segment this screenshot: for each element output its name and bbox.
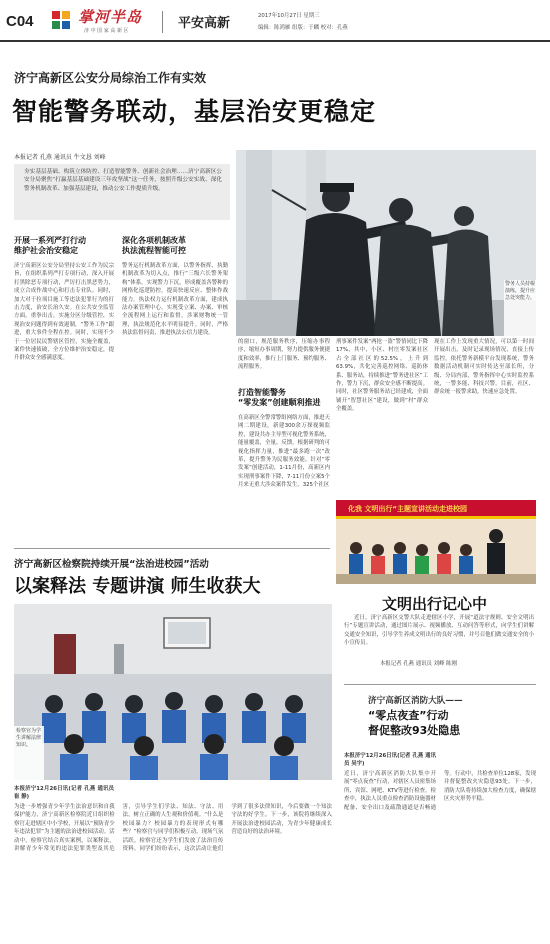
police-drill-caption: 警务人员持棍演练，提升应急处突能力。 bbox=[504, 280, 536, 336]
lead-intro: 夯实基层基础、构筑立体防控、打造智能警务、创新社会治理……济宁高新区公安分局聚焦“打赢基层基础建设三年攻坚战”这一任务，按照升级公安实战、深化警务机制改革、加强基层建设，推动公安工作提质升级。 bbox=[24, 169, 222, 192]
lead-intro-box bbox=[14, 164, 230, 220]
section-divider bbox=[162, 11, 163, 33]
second-intro-line: 本报济宁12月26日讯(记者 孔燕 通讯员 崔 静) bbox=[14, 786, 114, 801]
masthead-rule bbox=[0, 40, 550, 42]
lead-col3-text: 的窗口，规范服务秩序，压缩办事程序，缩短办事周期，努力提供服务便捷度和效率，推行上门服务、预约服务、流程服务。 bbox=[238, 339, 330, 371]
paper-logo-icon bbox=[51, 10, 71, 30]
lead-kicker: 济宁高新区公安分局综治工作有实效 bbox=[14, 71, 207, 85]
second-body: 为进一步增强青少年学生法治意识和自我保护能力，济宁高新区检察院近日组织检察官走进辖区中小学校，开展以“预防青少年违法犯罪”为主题的法治进校园活动。活动中，检察官结合真实案例，以案释法，讲解青少年常见的违法犯罪类型及其危害，引导学生们学法、知法、守法、用法，树立正确的人生观和价值观。“什么是校园暴力？校园暴力的表现形式有哪些？”检察官与同学们积极互动，现场气氛活跃。检察官还为学生们发放了法治宣传资料。同学们纷纷表示，这次活动让他们学到了很多法律知识，今后要做一个知法守法的好学生。下一步，该院将继续深入开展法治进校园活动，为青少年健康成长营造良好的法治环境。 bbox=[14, 804, 332, 853]
paper-name: 掌河半岛 bbox=[78, 8, 143, 26]
school-lecture-photo bbox=[14, 604, 332, 780]
lead-col2-heading: 深化各项机制改革 执法流程智能可控 bbox=[122, 236, 186, 255]
second-kicker: 济宁高新区检察院持续开展“法治进校园”活动 bbox=[14, 559, 209, 570]
second-headline: 以案释法 专题讲演 师生收获大 bbox=[14, 576, 261, 597]
police-drill-photo bbox=[236, 150, 536, 336]
third-title: 文明出行记心中 bbox=[382, 595, 488, 613]
lecture-banner-text: 化我 文明出行“主题宣讲活动走进校园 bbox=[348, 505, 468, 513]
lead-col5-text: 现在工作上发现重大情况，可以第一时间开展出击，及时记录现场情况，直接上传监控，依托警务新模平台发现系统，警务数据活动机制可实时传达至部长所，分级、分局内部，警务指挥中心实时监控系统，一警多能、科技兴警。目前，社区、群众统一报警求助，快速应急处置。 bbox=[434, 339, 534, 396]
fourth-body: 近日，济宁高新区消防大队集中开展“零点夜查”行动，对辖区人员密集场所、宾馆、网吧、KTV等进行检查。检查中，执法人员重点检查消防设施器材配备、安全出口及疏散通道是否畅通等。行动中，共检查单位128家，发现并督促整改火灾隐患93处。下一步，消防大队将持续加大检查力度，确保辖区火灾形势平稳。 bbox=[344, 771, 536, 811]
third-body: 近日，济宁高新区交警大队走进辖区小学，开展“道法守规则、安全文明出行”专题宣讲活动，通过图片展示、视频播放、互动问答等形式，向学生们讲解交通安全知识，引导学生养成文明出行的良好习惯，并号召他们做交通安全的小小宣传员。 bbox=[344, 615, 534, 647]
date-line: 2017年10月27日 星期三 bbox=[258, 13, 320, 19]
masthead bbox=[0, 0, 550, 40]
traffic-lecture-photo bbox=[336, 500, 536, 584]
third-byline: 本报记者 孔燕 通讯员 刘峰 陈刚 bbox=[380, 661, 457, 667]
school-lecture-caption: 检察官为学生讲解法律知识。 bbox=[14, 726, 44, 780]
lead-col4-text: 刑事案件发案“两抢一盗”警情同比下降17%，其中，小区、村庄零发案社区占全部社区的52.5%，上升到63.9%，共化完善巡控网络、巡防体系、服务站，持续推进“警务进社区”工作，警力下沉，群众安全感不断提高。同时，社区警务服务站已经建成，全面铺开“智慧社区”建设，做到“村”群众全覆盖。 bbox=[336, 339, 428, 413]
section-title: 平安高新 bbox=[178, 16, 231, 31]
fourth-story-rule bbox=[344, 684, 536, 685]
lead-headline: 智能警务联动，基层治安更稳定 bbox=[12, 97, 377, 126]
second-story-rule bbox=[14, 548, 330, 549]
lead-col3b-text: 在高新区全警常警组网络方面，推进天网二期建设，新建300余万探视频监控，建设共办主导型可视化警务系统，能量覆盖，全量、反馈，根据研判的可视化指挥力量，推进“最多跑一次”改革，提升警务为民服务效能。针对“零发案”创建活动，1-11月份，高新区内实现刑事案件下降，7-11月份立案5个月来无重大涉众案件发生，325个社区 bbox=[238, 415, 330, 489]
lead-col2-text: 警务运行机制改革方面，以警务指挥、执勤机制改革为切入点，推行“三级六长警务架构”体系，实现警力下沉，形成覆盖各警种的网格化巡逻防控，提高快速反应、整体作战能力。执法权力运行机制改革方面，建成执法办案管理中心，实现受立案、办案、审核全流程网上运行和监督，涉案财物统一管理，执法规范化水平明显提升。同时，严格执法监督问责，推进执法公信力建设。 bbox=[122, 263, 228, 337]
lead-col3-heading: 打造智能警务 “零发案”创建顺利推进 bbox=[238, 388, 321, 407]
fourth-kicker: 济宁高新区消防大队—— bbox=[368, 696, 463, 706]
fourth-headline: “零点夜查”行动 督促整改93处隐患 bbox=[368, 709, 461, 737]
lead-byline: 本报记者 孔燕 通讯员 牛文恳 刘峰 bbox=[14, 154, 106, 161]
page-code: C04 bbox=[6, 13, 34, 30]
lead-col1-text: 济宁高新区公安分局坚持公安工作为民宗旨，在组织系列严打专项行动，深入开展打黑除恶专项行动，严厉打击黑恶势力，成立合成作战中心和打击专业队。同时，加大对于拉项目施工等违法犯罪行为的打击力度，治安长治久安。在公共安全监管方面，重拳出击，实施分区分级管控，实现治安问题得到有效遏制，“警务工作”跟进，重大事件全程在控。同时，实现不少于一位居民民警辖区管控，实施全覆盖，案件快速侦破，全方位维护治安稳定，提升群众安全感满意度。 bbox=[14, 263, 114, 362]
lead-col1-heading: 开展一系列严打行动 维护社会治安稳定 bbox=[14, 236, 86, 255]
editors-line: 编辑：陈鸿雁 组版：于麟 校对：孔燕 bbox=[258, 25, 348, 31]
fourth-intro-line: 本报济宁12月26日讯(记者 孔燕 通讯员 吴宇) bbox=[344, 753, 436, 768]
paper-subtitle: 济 中 国 家 高 新 区 bbox=[84, 28, 129, 34]
